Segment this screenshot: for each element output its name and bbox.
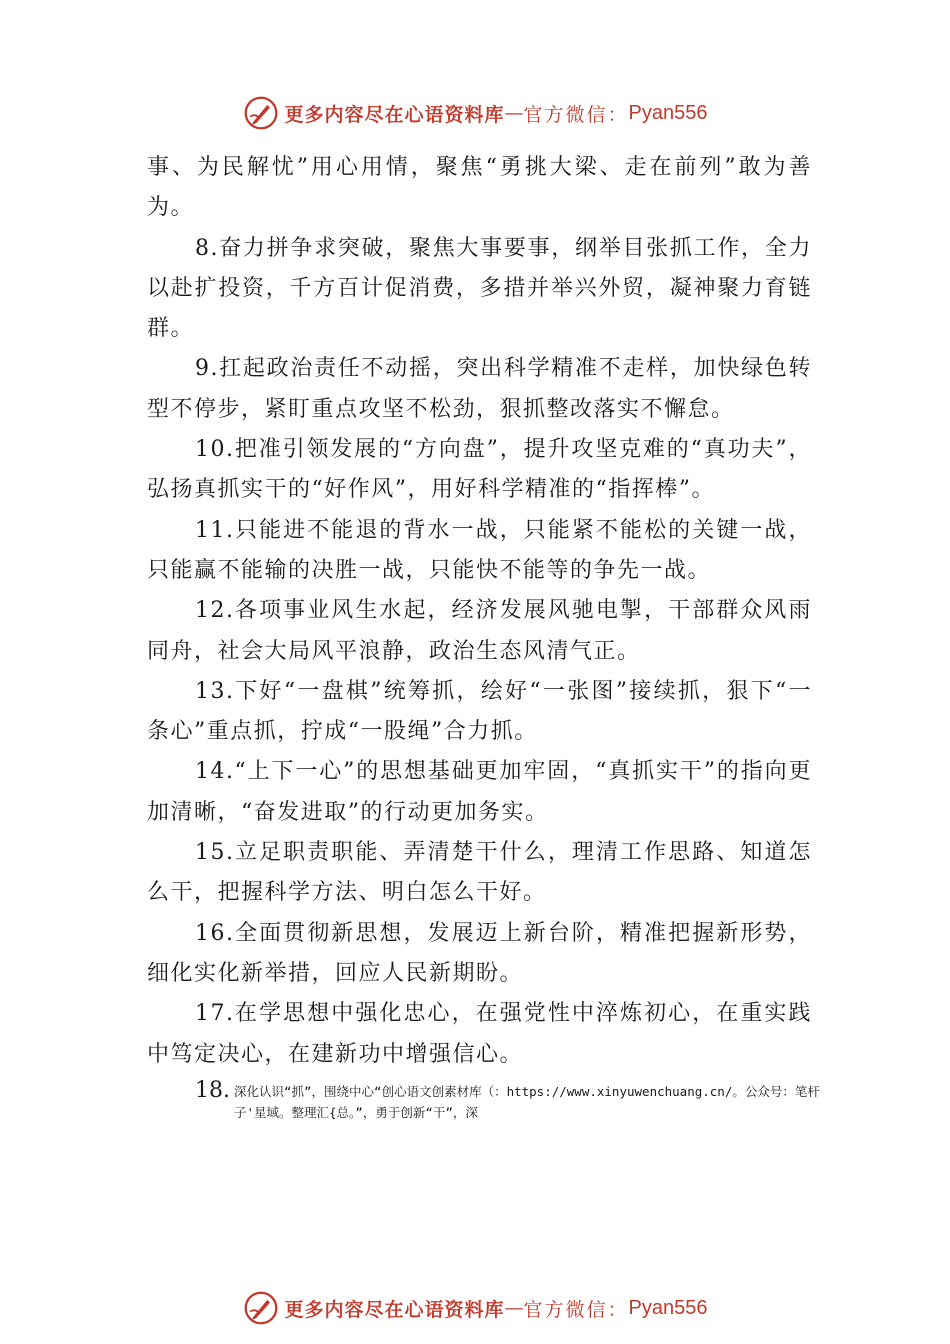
banner-main-text: 更多内容尽在心语资料库 [284, 1298, 505, 1321]
pen-logo-icon [243, 1290, 279, 1326]
paragraph: 13.下好“一盘棋”统筹抓，绘好“一张图”接续抓，狠下“一条心”重点抓，拧成“一股绳”合力抓。 [147, 678, 812, 745]
paragraph: 12.各项事业风生水起，经济发展风驰电掣，干部群众风雨同舟，社会大局风平浪静，政治生态风清气正。 [147, 598, 812, 664]
paragraph: 15.立足职责职能、弄清楚干什么，理清工作思路、知道怎么干，把握科学方法、明白怎么干好。 [147, 840, 812, 906]
footer-banner [0, 1288, 950, 1328]
item-small-text: 深化认识“抓”，围绕中心“创心语文创素材库（：https://www.xinyuwenchuang.cn/。公众号：笔杆子'星域。整理汇{总。”，勇于创新“干”，深 [234, 1084, 820, 1120]
pen-logo-icon [243, 95, 279, 131]
banner-wechat-id: Pyan556 [628, 1296, 708, 1319]
paragraph: 8.奋力拼争求突破，聚焦大事要事，纲举目张抓工作，全力以赴扩投资，千方百计促消费，多措并举兴外贸，凝神聚力育链群。 [147, 235, 812, 342]
paragraph: 17.在学思想中强化忠心，在强党性中淬炼初心，在重实践中笃定决心，在建新功中增强信心。 [147, 1001, 812, 1067]
banner-wechat-label: 官方微信： [523, 1298, 629, 1321]
list-item-18 [195, 1078, 835, 1123]
banner-wechat-id: Pyan556 [628, 101, 708, 124]
paragraph: 16.全面贯彻新思想，发展迈上新台阶，精准把握新形势，细化实化新举措，回应人民新期盼。 [147, 920, 812, 986]
paragraph: 事、为民解忧”用心用情，聚焦“勇挑大梁、走在前列”敢为善为。 [147, 155, 812, 221]
paragraph: 11.只能进不能退的背水一战，只能紧不能松的关键一战，只能赢不能输的决胜一战，只能快不能等的争先一战。 [147, 517, 812, 583]
banner-separator: — [504, 1297, 524, 1319]
banner-main-text: 更多内容尽在心语资料库 [284, 103, 505, 126]
banner-wechat-label: 官方微信： [523, 103, 629, 126]
paragraph: 14.“上下一心”的思想基础更加牢固，“真抓实干”的指向更加清晰，“奋发进取”的行动更加务实。 [147, 759, 812, 825]
paragraph: 10.把准引领发展的“方向盘”，提升攻坚克难的“真功夫”，弘扬真抓实干的“好作风”，用好科学精准的“指挥棒”。 [147, 437, 812, 503]
document-body [147, 148, 812, 1075]
paragraph: 9.扛起政治责任不动摇，突出科学精准不走样，加快绿色转型不停步，紧盯重点攻坚不松劲，狠抓整改落实不懈怠。 [147, 356, 812, 422]
header-banner [0, 93, 950, 133]
item-number: 18. [195, 1078, 230, 1103]
banner-separator: — [504, 102, 524, 124]
